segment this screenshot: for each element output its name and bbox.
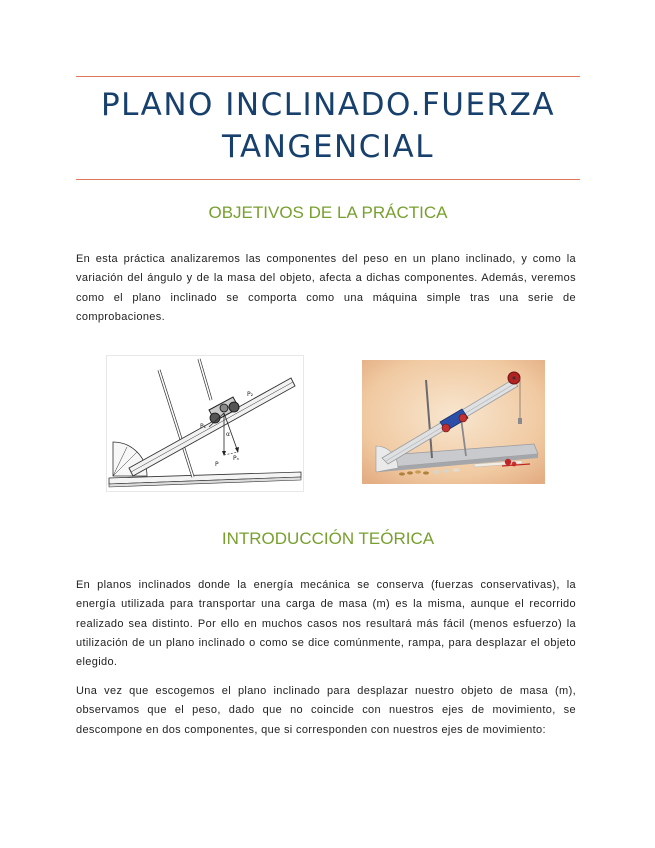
objetivos-paragraph: En esta práctica analizaremos las componentes del peso en un plano inclinado, y como la variación del ángulo y de la masa del objeto, afecta a dichas componentes. Además, veremos como el plano inclinado se comporta como una máquina simple tras una serie de comprobaciones. bbox=[76, 253, 576, 323]
introduccion-paragraph-2: Una vez que escogemos el plano inclinado para desplazar nuestro objeto de masa (m), observamos que el peso, dado que no coincide con nuestros ejes de movimiento, se descompone en dos componentes, que si corresponden con nuestros ejes de movimiento: bbox=[76, 685, 576, 736]
title-bottom-rule bbox=[76, 179, 580, 180]
label-angle: α bbox=[226, 431, 230, 438]
inclined-plane-diagram bbox=[106, 355, 304, 492]
section-heading-objetivos: OBJETIVOS DE LA PRÁCTICA bbox=[208, 203, 448, 222]
introduccion-paragraph-1: En planos inclinados donde la energía mecánica se conserva (fuerzas conservativas), la energía utilizada para transportar una carga de masa (m) es la misma, aunque el recorrido realizado sea distinto. Por ello en muchos casos nos resultará más fácil (menos esfuerzo) la utilización de un plano inclinado o como se dice comúnmente, rampa, para desplazar el objeto elegido. bbox=[76, 579, 576, 669]
inclined-plane-photo bbox=[362, 360, 545, 484]
document-title: PLANO INCLINADO.FUERZA TANGENCIAL bbox=[100, 87, 556, 165]
label-pn: Pₙ bbox=[233, 455, 240, 462]
label-p2: P₂ bbox=[247, 391, 254, 398]
title-top-rule bbox=[76, 76, 580, 77]
label-p: P bbox=[215, 461, 219, 468]
label-p1: P₁ bbox=[200, 423, 207, 430]
section-heading-introduccion: INTRODUCCIÓN TEÓRICA bbox=[221, 529, 435, 548]
